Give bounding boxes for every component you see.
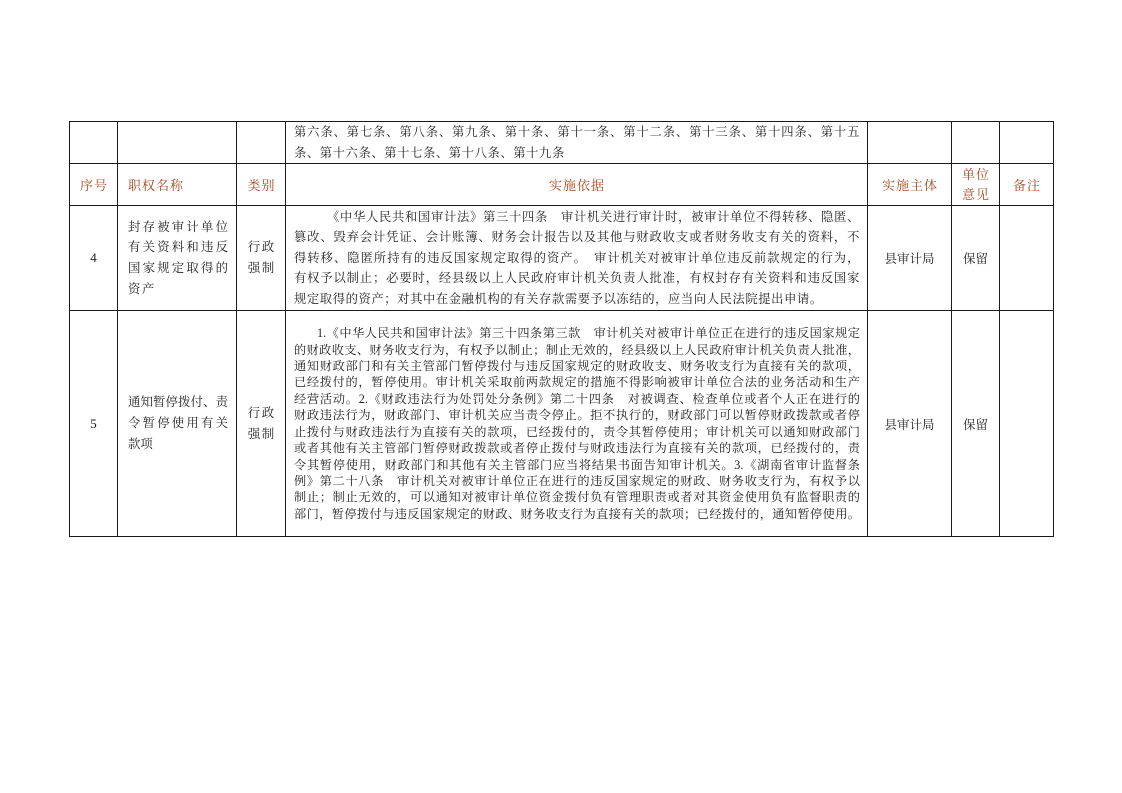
basis-line: 止拨付与财政违法行为直接有关的款项，已经拨付的，责令其暂停使用；审计机关可以通知财政部门 — [294, 424, 860, 439]
cell-name — [118, 122, 237, 164]
cell-name — [118, 311, 237, 537]
cell-subject: 县审计局 — [868, 206, 952, 311]
basis-line: 部门，暂停拨付与违反国家规定的财政、财务收支行为直接有关的款项；已经拨付的，通知暂停使用。 — [294, 506, 860, 521]
basis-line: 经营活动。2.《财政违法行为处罚处分条例》第二十四条 对被调查、检查单位或者个人正在进行的 — [294, 391, 860, 406]
header-opinion — [952, 164, 1000, 206]
cell-subject: 县审计局 — [868, 311, 952, 537]
name-line: 通知暂停拨付、责 — [128, 395, 228, 410]
basis-line: 制止；制止无效的，可以通知对被审计单位资金拨付负有管理职责或者对其资金使用负有监督职责的 — [294, 490, 860, 505]
header-subject: 实施主体 — [868, 164, 952, 206]
category-line: 行政 — [247, 405, 276, 420]
category-line: 强制 — [247, 426, 276, 441]
cell-remark — [1000, 206, 1054, 311]
header-opinion-line: 意见 — [961, 186, 990, 202]
category-line: 行政 — [247, 240, 276, 255]
basis-line: 《中华人民共和国审计法》第三十四条 审计机关进行审计时，被审计单位不得转移、隐匿、 — [327, 209, 860, 224]
header-basis: 实施依据 — [286, 164, 868, 206]
cell-basis — [286, 311, 868, 537]
cell-remark — [1000, 122, 1054, 164]
header-opinion-line: 单位 — [961, 166, 990, 182]
header-category: 类别 — [237, 164, 286, 206]
header-index: 序号 — [70, 164, 118, 206]
cell-basis — [286, 122, 868, 164]
basis-line: 财政违法行为，财政部门、审计机关应当责令停止。拒不执行的，财政部门可以暂停财政拨款或者停 — [294, 408, 860, 423]
cell-index: 5 — [70, 311, 118, 537]
basis-line: 篡改、毁弃会计凭证、会计账簿、财务会计报告以及其他与财政收支或者财务收支有关的资料，不 — [294, 230, 860, 245]
cell-index: 4 — [70, 206, 118, 311]
basis-line: 例》第二十八条 审计机关对被审计单位正在进行的违反国家规定的财政、财务收支行为，有权予以 — [294, 473, 860, 488]
basis-line: 有权予以制止；必要时，经县级以上人民政府审计机关负责人批准，有权封存有关资料和违反国家 — [294, 271, 860, 286]
cell-basis — [286, 206, 868, 311]
name-line: 资产 — [128, 281, 156, 296]
category-line: 强制 — [247, 261, 276, 276]
cell-opinion: 保留 — [952, 206, 1000, 311]
basis-line: 得转移、隐匿所持有的违反国家规定取得的资产。 审计机关对被审计单位违反前款规定的行为， — [294, 250, 860, 265]
continuation-row — [70, 122, 1054, 164]
basis-line: 已经拨付的，暂停使用。审计机关采取前两款规定的措施不得影响被审计单位合法的业务活动和生产 — [294, 375, 860, 390]
basis-line: 的财政收支、财务收支行为，有权予以制止；制止无效的，经县级以上人民政府审计机关负责人批准， — [294, 342, 860, 357]
cell-category — [237, 122, 286, 164]
basis-line: 或者其他有关主管部门暂停财政拨款或者停止拨付与财政违法行为直接有关的款项，已经拨付的，责 — [294, 441, 860, 456]
name-line: 封存被审计单位 — [128, 219, 228, 234]
cell-category — [237, 311, 286, 537]
cell-index — [70, 122, 118, 164]
authority-table — [69, 121, 1054, 537]
name-line: 令暂停使用有关 — [128, 416, 228, 431]
header-remark: 备注 — [1000, 164, 1054, 206]
cell-subject — [868, 122, 952, 164]
cell-opinion — [952, 122, 1000, 164]
header-name: 职权名称 — [118, 164, 237, 206]
document-sheet — [69, 121, 1054, 537]
header-row — [70, 164, 1054, 206]
table-row — [70, 311, 1054, 537]
basis-line: 规定取得的资产；对其中在金融机构的有关存款需要予以冻结的，应当向人民法院提出申请。 — [294, 292, 823, 307]
basis-line: 条、第十六条、第十七条、第十八条、第十九条 — [294, 145, 565, 160]
basis-line: 通知财政部门和有关主管部门暂停拨付与违反国家规定的财政收支、财务收支行为直接有关的款项， — [294, 359, 860, 374]
cell-name — [118, 206, 237, 311]
name-line: 有关资料和违反 — [128, 240, 228, 255]
cell-opinion: 保留 — [952, 311, 1000, 537]
table-row — [70, 206, 1054, 311]
basis-line: 第六条、第七条、第八条、第九条、第十条、第十一条、第十二条、第十三条、第十四条、第十五 — [294, 125, 860, 139]
cell-remark — [1000, 311, 1054, 537]
name-line: 国家规定取得的 — [128, 261, 228, 276]
name-line: 款项 — [128, 437, 153, 452]
basis-line: 令其暂停使用，财政部门和其他有关主管部门应当将结果书面告知审计机关。3.《湖南省审计监督条 — [294, 457, 860, 472]
basis-line: 1.《中华人民共和国审计法》第三十四条第三款 审计机关对被审计单位正在进行的违反国家规定 — [317, 326, 860, 341]
cell-category — [237, 206, 286, 311]
